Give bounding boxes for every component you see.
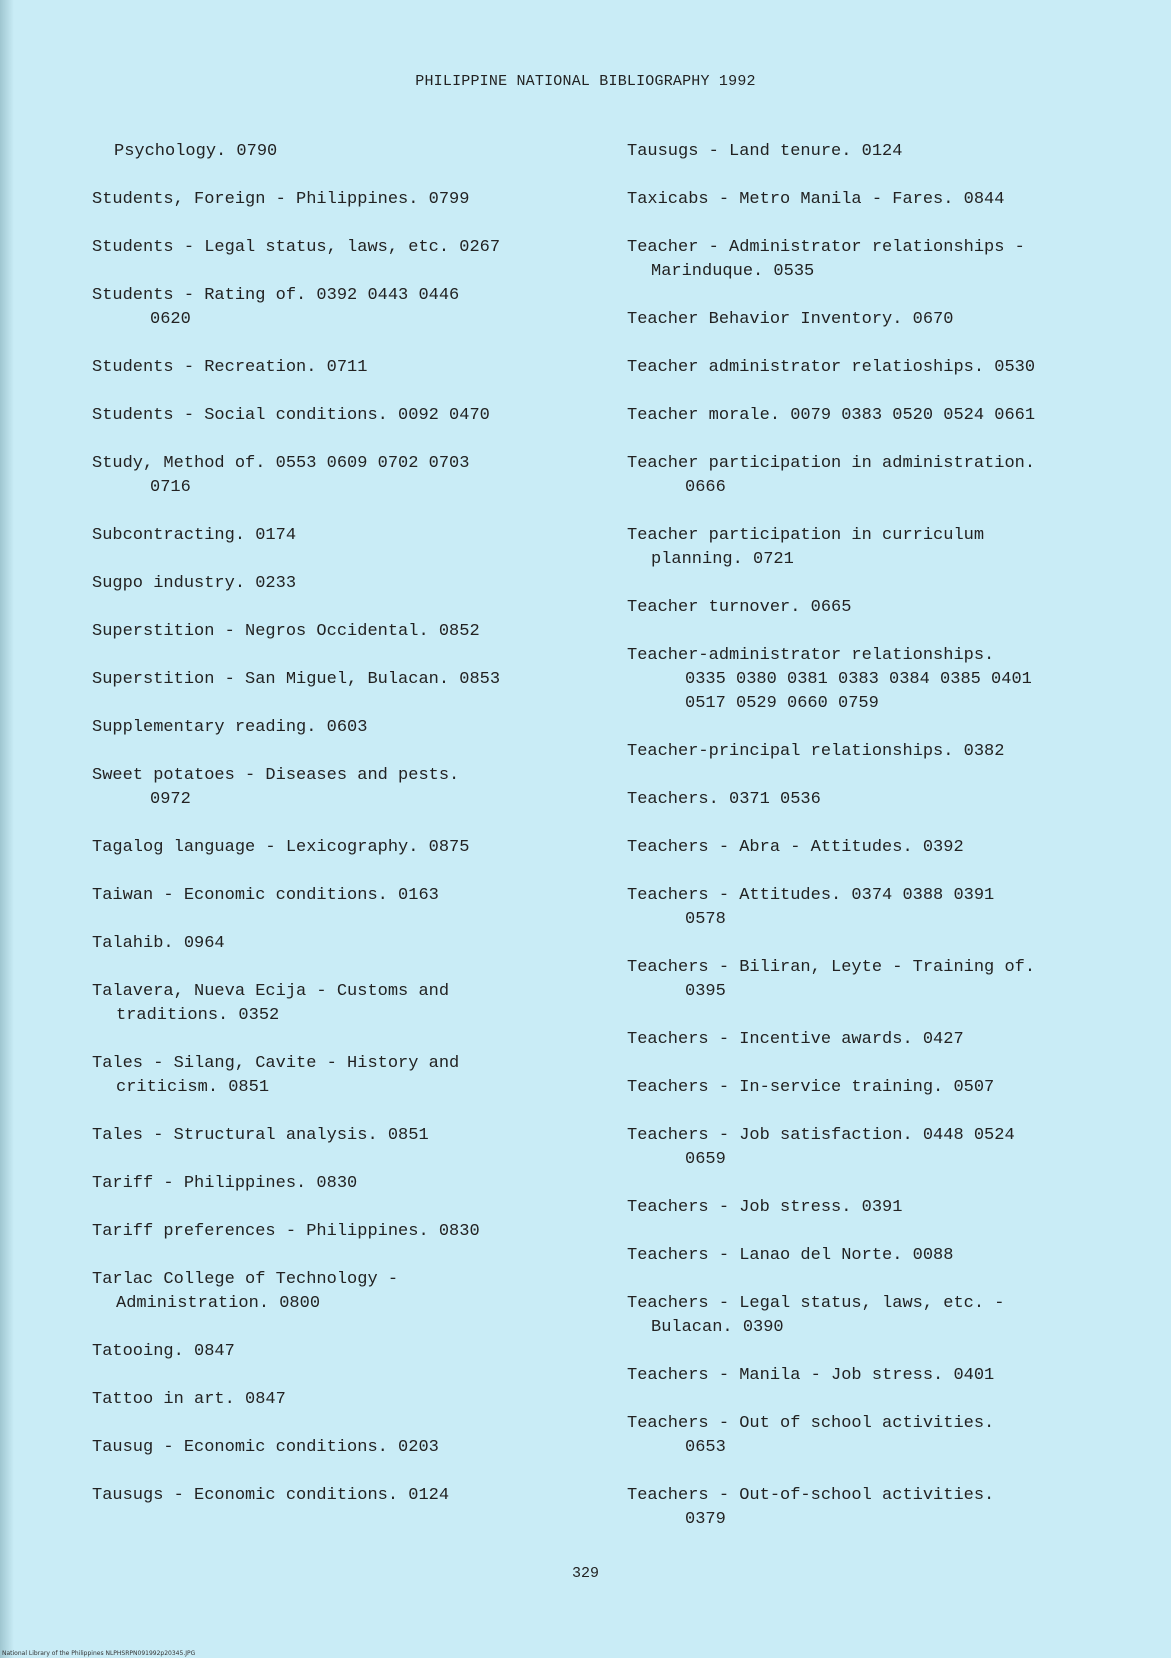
entry-heading: Talahib. 0964 <box>92 934 225 953</box>
entry-heading: Teacher-principal relationships. 0382 <box>627 742 1005 761</box>
index-entry <box>92 1340 235 1364</box>
entry-heading: Tales - Silang, Cavite - History and <box>92 1054 460 1073</box>
index-entry <box>627 788 821 812</box>
index-entry <box>627 1076 994 1100</box>
entry-heading: Teachers - Biliran, Leyte - Training of. <box>627 958 1036 977</box>
entry-heading: Teacher turnover. 0665 <box>627 598 852 617</box>
entry-heading: Sweet potatoes - Diseases and pests. <box>92 766 460 785</box>
index-entry <box>114 140 277 164</box>
entry-heading: Students - Recreation. 0711 <box>92 358 368 377</box>
entry-heading: Teacher administrator relatioships. 0530 <box>627 358 1036 377</box>
index-entry <box>627 1124 1015 1172</box>
entry-continuation: 0578 <box>685 910 726 929</box>
index-entry <box>92 1268 398 1316</box>
entry-heading: Tarlac College of Technology - <box>92 1270 399 1289</box>
index-entry <box>92 1172 357 1196</box>
entry-heading: Teachers - Job stress. 0391 <box>627 1198 903 1217</box>
index-entry <box>92 836 469 860</box>
entry-heading: Tausugs - Land tenure. 0124 <box>627 142 903 161</box>
entry-heading: Teachers. 0371 0536 <box>627 790 821 809</box>
index-entry <box>92 668 500 692</box>
index-entry <box>92 980 449 1028</box>
entry-heading: Teachers - Incentive awards. 0427 <box>627 1030 964 1049</box>
index-entry <box>627 140 902 164</box>
index-entry <box>627 956 1035 1004</box>
index-entry <box>92 188 469 212</box>
entry-heading: Tattoo in art. 0847 <box>92 1390 286 1409</box>
entry-continuation: criticism. 0851 <box>116 1078 270 1097</box>
index-entry <box>627 596 851 620</box>
entry-continuation: 0379 <box>685 1510 726 1529</box>
entry-heading: Teachers - Legal status, laws, etc. - <box>627 1294 1005 1313</box>
entry-heading: Teacher participation in administration. <box>627 454 1036 473</box>
index-entry <box>627 836 964 860</box>
entry-heading: Teachers - Lanao del Norte. 0088 <box>627 1246 954 1265</box>
index-entry <box>627 1364 994 1388</box>
index-entry <box>92 572 296 596</box>
index-entry <box>92 884 439 908</box>
entry-heading: Teachers - Out-of-school activities. <box>627 1486 995 1505</box>
entry-continuation: 0395 <box>685 982 726 1001</box>
entry-continuation: planning. 0721 <box>651 550 794 569</box>
entry-continuation: Administration. 0800 <box>116 1294 321 1313</box>
entry-heading: Teachers - Abra - Attitudes. 0392 <box>627 838 964 857</box>
entry-heading: Teachers - In-service training. 0507 <box>627 1078 995 1097</box>
index-entry <box>627 1244 953 1268</box>
entry-heading: Teachers - Out of school activities. <box>627 1414 995 1433</box>
index-entry <box>92 716 367 740</box>
index-entry <box>627 644 1032 716</box>
entry-heading: Teachers - Attitudes. 0374 0388 0391 <box>627 886 995 905</box>
index-entry <box>92 932 225 956</box>
entry-continuation: 0517 0529 0660 0759 <box>685 694 879 713</box>
index-entry <box>92 356 367 380</box>
page-header: PHILIPPINE NATIONAL BIBLIOGRAPHY 1992 <box>415 73 756 90</box>
entry-heading: Tatooing. 0847 <box>92 1342 235 1361</box>
entry-heading: Superstition - San Miguel, Bulacan. 0853 <box>92 670 501 689</box>
entry-heading: Students - Social conditions. 0092 0470 <box>92 406 490 425</box>
entry-heading: Tagalog language - Lexicography. 0875 <box>92 838 470 857</box>
entry-heading: Teacher-administrator relationships. <box>627 646 995 665</box>
entry-heading: Teacher Behavior Inventory. 0670 <box>627 310 954 329</box>
entry-heading: Psychology. 0790 <box>114 142 278 161</box>
entry-continuation: 0620 <box>150 310 191 329</box>
index-entry <box>92 284 459 332</box>
entry-heading: Students - Rating of. 0392 0443 0446 <box>92 286 460 305</box>
index-entry <box>92 236 500 260</box>
entry-heading: Students, Foreign - Philippines. 0799 <box>92 190 470 209</box>
entry-heading: Teacher - Administrator relationships - <box>627 238 1025 257</box>
index-entry <box>92 404 490 428</box>
entry-heading: Tausugs - Economic conditions. 0124 <box>92 1486 450 1505</box>
entry-continuation: 0666 <box>685 478 726 497</box>
entry-continuation: 0659 <box>685 1150 726 1169</box>
index-entry <box>627 1028 964 1052</box>
index-entry <box>627 1292 1004 1340</box>
index-entry <box>627 1412 994 1460</box>
index-entry <box>92 1436 439 1460</box>
entry-heading: Teachers - Job satisfaction. 0448 0524 <box>627 1126 1015 1145</box>
entry-heading: Tausug - Economic conditions. 0203 <box>92 1438 439 1457</box>
index-entry <box>92 1220 480 1244</box>
index-entry <box>627 884 994 932</box>
index-entry <box>92 764 459 812</box>
entry-heading: Students - Legal status, laws, etc. 0267 <box>92 238 501 257</box>
entry-heading: Tariff - Philippines. 0830 <box>92 1174 358 1193</box>
index-entry <box>627 404 1035 428</box>
index-entry <box>92 1124 429 1148</box>
entry-continuation: traditions. 0352 <box>116 1006 280 1025</box>
index-entry <box>92 524 296 548</box>
entry-heading: Supplementary reading. 0603 <box>92 718 368 737</box>
index-entry <box>92 1052 459 1100</box>
entry-heading: Sugpo industry. 0233 <box>92 574 297 593</box>
entry-continuation: 0716 <box>150 478 191 497</box>
index-entry <box>92 452 469 500</box>
scan-footer: National Library of the Philippines NLPHSRPN091992p20345.JPG <box>2 1650 196 1657</box>
entry-heading: Tales - Structural analysis. 0851 <box>92 1126 429 1145</box>
index-entry <box>627 356 1035 380</box>
entry-heading: Taiwan - Economic conditions. 0163 <box>92 886 439 905</box>
page-number: 329 <box>571 1565 599 1582</box>
entry-continuation: Marinduque. 0535 <box>651 262 815 281</box>
index-entry <box>92 1484 449 1508</box>
entry-heading: Subcontracting. 0174 <box>92 526 297 545</box>
entry-heading: Talavera, Nueva Ecija - Customs and <box>92 982 450 1001</box>
page-scan-edge <box>0 0 14 1658</box>
index-entry <box>627 1484 994 1532</box>
entry-heading: Study, Method of. 0553 0609 0702 0703 <box>92 454 470 473</box>
entry-continuation: Bulacan. 0390 <box>651 1318 784 1337</box>
entry-heading: Superstition - Negros Occidental. 0852 <box>92 622 480 641</box>
index-entry <box>627 236 1025 284</box>
index-entry <box>627 1196 902 1220</box>
entry-continuation: 0653 <box>685 1438 726 1457</box>
entry-heading: Tariff preferences - Philippines. 0830 <box>92 1222 480 1241</box>
entry-continuation: 0972 <box>150 790 191 809</box>
entry-heading: Taxicabs - Metro Manila - Fares. 0844 <box>627 190 1005 209</box>
index-entry <box>627 308 953 332</box>
index-entry <box>627 188 1004 212</box>
index-entry <box>92 620 480 644</box>
entry-heading: Teacher morale. 0079 0383 0520 0524 0661 <box>627 406 1036 425</box>
entry-heading: Teachers - Manila - Job stress. 0401 <box>627 1366 995 1385</box>
index-entry <box>627 524 984 572</box>
index-entry <box>92 1388 286 1412</box>
index-entry <box>627 452 1035 500</box>
index-entry <box>627 740 1004 764</box>
entry-continuation: 0335 0380 0381 0383 0384 0385 0401 <box>685 670 1032 689</box>
entry-heading: Teacher participation in curriculum <box>627 526 985 545</box>
